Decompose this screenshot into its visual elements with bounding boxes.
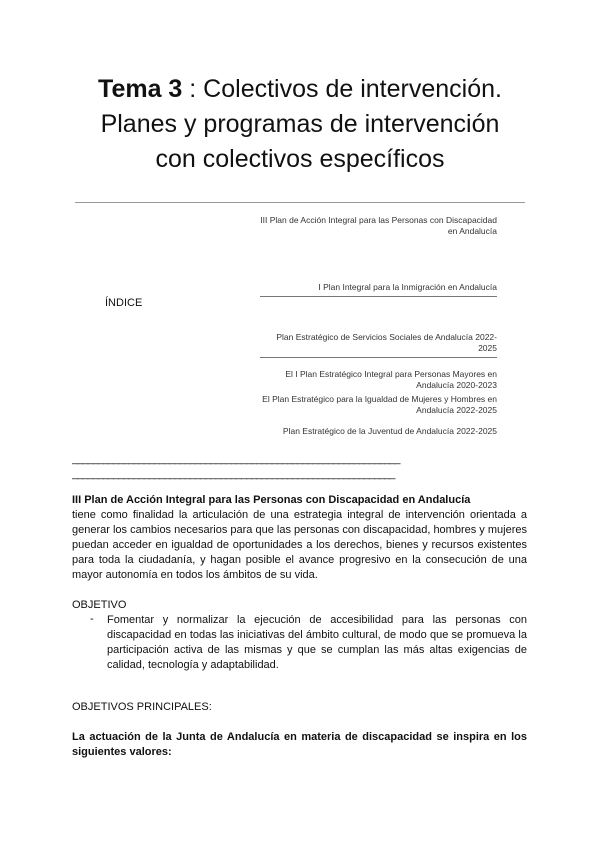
toc-item-5-line1: El Plan Estratégico para la Igualdad de Mujeres y Hombres en [262,394,497,404]
bullet-dash: - [90,613,94,625]
toc-item-6-line1: Plan Estratégico de la Juventud de Andalucía 2022-2025 [282,426,497,436]
section-paragraph: tiene como finalidad la articulación de una estrategia integral de intervención orientada a generar los cambios necesarios para que las personas con discapacidad, hombres y mujeres puedan acceder en igualdad de oportunidades a los derechos, bienes y recursos existentes para toda la ciudadanía, y hagan posible el avance progresivo en la consecución de una mayor autonomía en todos los ámbitos de su vida. [72,509,527,581]
objetivo-label: OBJETIVO [72,599,127,611]
toc-item-2[interactable] [260,282,497,297]
toc-item-2-line1: I Plan Integral para la Inmigración en Andalucía [318,282,497,292]
toc-item-6[interactable] [283,426,497,437]
toc-item-3-line1: Plan Estratégico de Servicios Sociales de Andalucía 2022-2025 [276,332,497,353]
toc-item-1[interactable] [260,215,497,237]
title-line-2: Planes y programas de intervención [100,110,500,138]
toc-label: ÍNDICE [105,297,143,309]
section-heading: III Plan de Acción Integral para las Personas con Discapacidad en Andalucía [72,494,471,506]
objetivo-text: Fomentar y normalizar la ejecución de accesibilidad para las personas con discapacidad en todas las iniciativas del ámbito cultural, de modo que se promueva la participación activa de las mismas y que se cumplan las más altas exigencias de calidad, tecnología y adaptabilidad. [107,614,527,671]
toc-item-1-line2: en Andalucía [447,226,497,236]
title-divider [75,202,525,203]
toc-item-5-line2: Andalucía 2022-2025 [416,405,497,415]
actuacion-text: La actuación de la Junta de Andalucía en materia de discapacidad se inspira en los siguientes valores: [72,731,527,758]
toc-item-5[interactable] [262,394,497,416]
toc-item-4[interactable] [285,369,497,391]
toc-item-1-line1: III Plan de Acción Integral para las Personas con Discapacidad [260,215,497,225]
page-title [40,72,560,177]
separator-line-2: _______________________________________________________________ [72,468,395,480]
toc-item-4-line1: El I Plan Estratégico Integral para Personas Mayores en [285,369,497,379]
title-topic: Tema 3 [98,75,183,103]
title-rest: : Colectivos de intervención. [182,75,502,103]
toc-item-3[interactable] [260,332,497,358]
toc-item-4-line2: Andalucía 2020-2023 [416,380,497,390]
objetivos-principales-label: OBJETIVOS PRINCIPALES: [72,701,212,713]
title-line-3: con colectivos específicos [155,145,445,173]
separator-line-1: ________________________________________________________________ [72,453,400,465]
section-discapacidad [72,493,527,583]
